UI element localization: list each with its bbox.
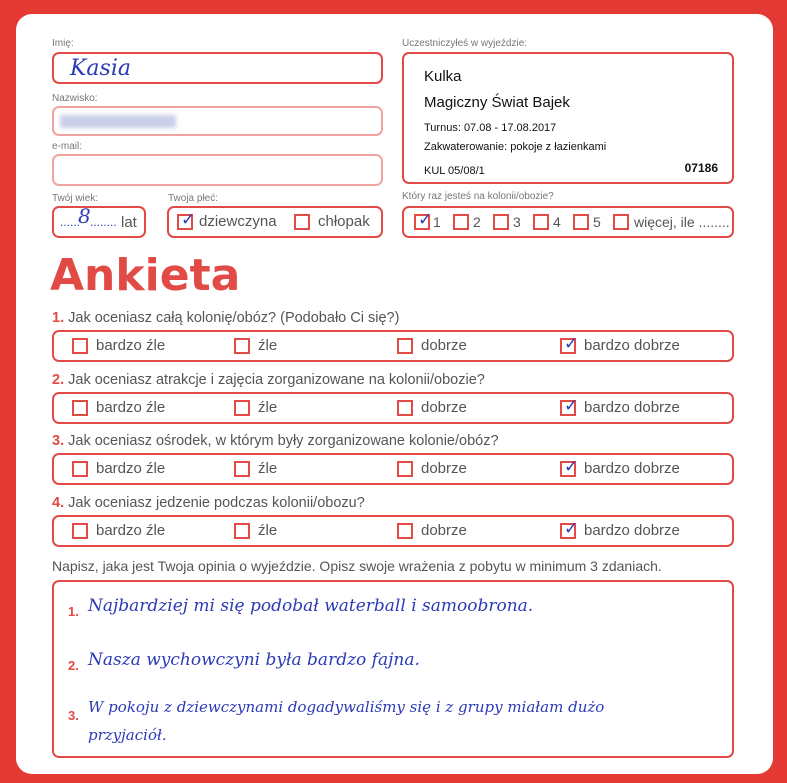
rating-checkbox[interactable]	[560, 457, 579, 477]
question-number: 4.	[52, 495, 65, 511]
rating-option-label: bardzo dobrze	[584, 399, 680, 416]
rating-option-label: źle	[258, 460, 278, 477]
age-label: Twój wiek:	[52, 193, 99, 204]
times-checkbox-more[interactable]	[613, 214, 629, 230]
answer-1: Najbardziej mi się podobał waterball i samoobrona.	[88, 596, 534, 616]
check-icon: ✓	[564, 457, 579, 477]
age-dots-after: ........	[90, 215, 117, 229]
check-icon: ✓	[564, 334, 579, 354]
opinion-prompt: Napisz, jaka jest Twoja opinia o wyjeździe. Opisz swoje wrażenia z pobytu w minimum 3 zdaniach.	[52, 558, 662, 574]
times-checkbox-1[interactable]	[414, 210, 433, 230]
participant-box	[402, 52, 734, 184]
check-icon: ✓	[181, 210, 196, 230]
rating-checkbox[interactable]	[397, 461, 413, 477]
surname-label: Nazwisko:	[52, 93, 98, 104]
times-option-more: więcej, ile ........	[634, 214, 730, 230]
rating-checkbox[interactable]	[560, 334, 579, 354]
rating-checkbox[interactable]	[72, 400, 88, 416]
name-label: Imię:	[52, 38, 74, 49]
rating-checkbox[interactable]	[234, 523, 250, 539]
camp-name: Kulka	[424, 68, 462, 85]
rating-checkbox[interactable]	[72, 523, 88, 539]
accommodation: Zakwaterowanie: pokoje z łazienkami	[424, 141, 607, 153]
turnus-dates: Turnus: 07.08 - 17.08.2017	[424, 122, 557, 134]
times-checkbox-5[interactable]	[573, 214, 589, 230]
email-label: e-mail:	[52, 141, 83, 152]
times-option-4: 4	[553, 214, 561, 230]
times-field	[402, 206, 734, 238]
gender-field	[167, 206, 383, 238]
times-option-3: 3	[513, 214, 521, 230]
email-field[interactable]	[52, 154, 383, 186]
times-checkbox-2[interactable]	[453, 214, 469, 230]
question-text: Jak oceniasz całą kolonię/obóz? (Podobało Ci się?)	[68, 310, 400, 326]
question-3	[52, 433, 499, 449]
rating-checkbox[interactable]	[72, 338, 88, 354]
rating-checkbox[interactable]	[397, 523, 413, 539]
age-dots-before: ......	[60, 215, 81, 229]
rating-option-label: bardzo źle	[96, 460, 166, 477]
rating-row-1	[52, 330, 734, 362]
check-icon: ✓	[564, 396, 579, 416]
gender-label: Twoja płeć:	[168, 193, 219, 204]
age-unit: lat	[121, 214, 137, 231]
times-option-1: 1	[433, 214, 441, 230]
rating-checkbox[interactable]	[72, 461, 88, 477]
rating-option-label: dobrze	[421, 522, 467, 539]
rating-option-label: bardzo dobrze	[584, 460, 680, 477]
rating-option-label: bardzo dobrze	[584, 337, 680, 354]
rating-row-4	[52, 515, 734, 547]
surname-field[interactable]	[52, 106, 383, 136]
rating-checkbox[interactable]	[234, 338, 250, 354]
survey-title: Ankieta	[50, 250, 241, 301]
rating-option-label: bardzo źle	[96, 399, 166, 416]
question-number: 1.	[52, 310, 65, 326]
gender-checkbox-boy[interactable]	[294, 214, 310, 230]
question-number: 3.	[52, 433, 65, 449]
rating-option-label: bardzo źle	[96, 522, 166, 539]
rating-checkbox[interactable]	[234, 461, 250, 477]
question-number: 2.	[52, 372, 65, 388]
check-icon: ✓	[564, 519, 579, 539]
rating-option-label: źle	[258, 399, 278, 416]
redacted-surname	[60, 115, 176, 128]
name-field[interactable]	[52, 52, 383, 84]
survey-sheet	[16, 14, 773, 774]
rating-row-2	[52, 392, 734, 424]
gender-checkbox-girl[interactable]	[177, 210, 196, 230]
question-text: Jak oceniasz ośrodek, w którym były zorganizowane kolonie/obóz?	[68, 433, 499, 449]
rating-option-label: dobrze	[421, 460, 467, 477]
answer-num-1: 1.	[68, 604, 79, 619]
answer-num-2: 2.	[68, 658, 79, 673]
question-text: Jak oceniasz jedzenie podczas kolonii/obozu?	[68, 495, 365, 511]
participant-label: Uczestniczyłeś w wyjeździe:	[402, 38, 528, 49]
answer-3-cont: przyjaciół.	[88, 726, 167, 744]
name-value: Kasia	[70, 56, 131, 81]
answer-2: Nasza wychowczyni była bardzo fajna.	[88, 650, 420, 670]
question-1	[52, 310, 399, 326]
rating-checkbox[interactable]	[560, 396, 579, 416]
rating-option-label: źle	[258, 337, 278, 354]
question-2	[52, 372, 485, 388]
form-number: 07186	[684, 161, 718, 175]
times-checkbox-3[interactable]	[493, 214, 509, 230]
opinion-box[interactable]	[52, 580, 734, 758]
rating-option-label: źle	[258, 522, 278, 539]
times-label: Który raz jesteś na kolonii/obozie?	[402, 191, 554, 202]
rating-option-label: dobrze	[421, 399, 467, 416]
times-checkbox-4[interactable]	[533, 214, 549, 230]
camp-code: KUL 05/08/1	[424, 165, 485, 177]
camp-theme: Magiczny Świat Bajek	[424, 94, 570, 111]
rating-option-label: bardzo dobrze	[584, 522, 680, 539]
rating-option-label: dobrze	[421, 337, 467, 354]
rating-checkbox[interactable]	[234, 400, 250, 416]
rating-row-3	[52, 453, 734, 485]
rating-option-label: bardzo źle	[96, 337, 166, 354]
question-text: Jak oceniasz atrakcje i zajęcia zorganizowane na kolonii/obozie?	[68, 372, 485, 388]
question-4	[52, 495, 365, 511]
check-icon: ✓	[418, 210, 433, 230]
age-value: 8	[78, 204, 91, 228]
rating-checkbox[interactable]	[397, 338, 413, 354]
times-option-5: 5	[593, 214, 601, 230]
times-option-2: 2	[473, 214, 481, 230]
rating-checkbox[interactable]	[560, 519, 579, 539]
gender-option-girl: dziewczyna	[199, 213, 277, 230]
gender-option-boy: chłopak	[318, 213, 370, 230]
answer-3: W pokoju z dziewczynami dogadywaliśmy się i z grupy miałam dużo	[88, 698, 605, 716]
answer-num-3: 3.	[68, 708, 79, 723]
age-field[interactable]	[52, 206, 146, 238]
rating-checkbox[interactable]	[397, 400, 413, 416]
